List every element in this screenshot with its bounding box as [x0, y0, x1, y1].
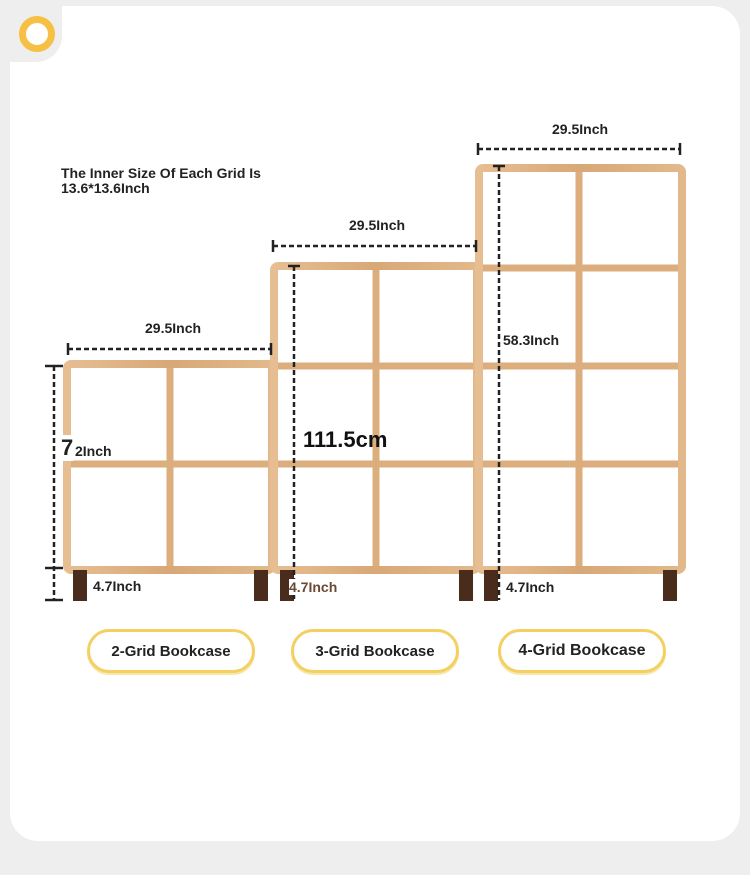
note-line-1: The Inner Size Of Each Grid Is [61, 165, 261, 181]
height-label-3grid: 111.5cm [303, 427, 388, 452]
width-label-4grid: 29.5Inch [552, 121, 609, 137]
leg-label-3grid: 4.7Inch [289, 579, 343, 595]
width-label-3grid: 29.5Inch [349, 217, 406, 233]
bookcase-2grid [67, 364, 272, 601]
width-label-2grid: 29.5Inch [145, 320, 202, 336]
label-2grid-bookcase: 2-Grid Bookcase [87, 629, 255, 673]
leg-label-2grid: 4.7Inch [93, 578, 147, 594]
height-label-2grid-digit: 7 [61, 435, 74, 460]
leg-label-4grid: 4.7Inch [506, 579, 560, 595]
grid-size-note [61, 166, 261, 196]
label-3grid-bookcase: 3-Grid Bookcase [291, 629, 459, 673]
bookcase-4grid [479, 168, 682, 601]
note-line-2: 13.6*13.6Inch [61, 180, 150, 196]
height-label-2grid: 2Inch [75, 443, 112, 459]
height-label-4grid: 58.3Inch [503, 332, 560, 348]
label-4grid-bookcase: 4-Grid Bookcase [498, 629, 666, 673]
dimension-lines [45, 143, 680, 600]
